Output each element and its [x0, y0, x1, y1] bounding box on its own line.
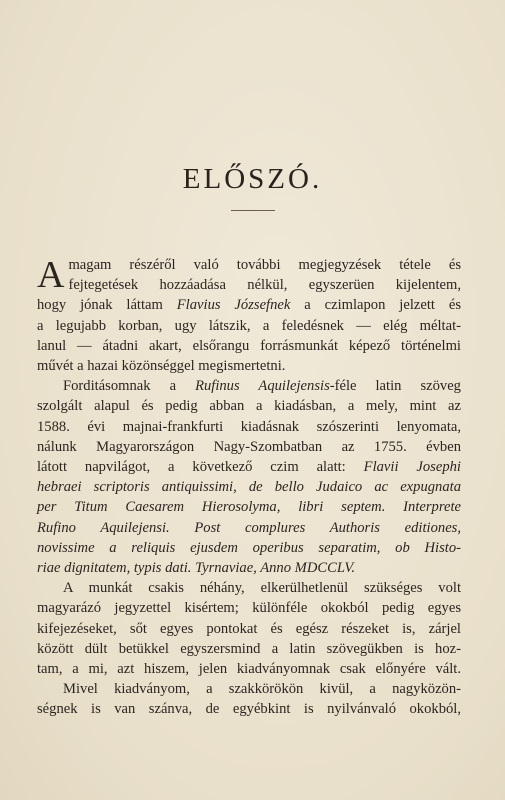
text-line: ségnek is van szánva, de egyébkint is nyilvánvaló okokból, [37, 701, 461, 718]
text-line: hebraei scriptoris antiquissimi, de bello Judaico ac expugnata [37, 479, 461, 496]
text-line: hogy jónak láttam Flavius Józsefnek a czimlapon jelzett és [37, 297, 461, 314]
text-line: Mivel kiadványom, a szakkörökön kivül, a nagyközön- [63, 681, 461, 698]
text-line: riae dignitatem, typis dati. Tyrnaviae, Anno MDCCLV. [37, 560, 356, 577]
paragraph-4-lines [37, 679, 461, 719]
text-line: tam, a mi, azt hiszem, jelen kiadványomnak csak előnyére vált. [37, 661, 461, 678]
preface-text [37, 255, 461, 720]
text-line: között dült betükkel egyszersmind a latin szövegükben is hoz- [37, 640, 461, 657]
drop-cap: A [37, 254, 65, 296]
text-line: nálunk Magyarországon Nagy-Szombatban az 1755. évben [37, 438, 461, 455]
paragraph-4 [37, 679, 461, 719]
paragraph-2-lines [37, 376, 461, 578]
page-title: ELŐSZÓ. [182, 163, 323, 195]
text-line: lanul — átadni akart, elsőrangu forrásmunkát képező történelmi [37, 337, 461, 354]
paragraph-1-lines [37, 255, 461, 376]
paragraph-2 [37, 376, 461, 578]
title-rule [231, 210, 275, 211]
paragraph-1 [37, 255, 461, 376]
text-line: a legujabb korban, ugy látszik, a feledésnek — elég méltat- [37, 317, 461, 334]
text-line: Rufino Aquilejensi. Post complures Authoris editiones, [37, 519, 461, 536]
text-line: szolgált alapul és pedig abban a kiadásban, a mely, mint az [37, 398, 461, 415]
text-line: magam részéről való további megjegyzések tétele és [68, 257, 461, 273]
text-line: A munkát csakis néhány, elkerülhetlenül szükséges volt [63, 580, 461, 597]
text-line: novissime a reliquis ejusdem operibus separatim, ob Histo- [37, 539, 461, 556]
text-line: per Titum Caesarem Hierosolyma, libri septem. Interprete [37, 499, 461, 516]
text-line: magyarázó jegyzettel kisértem; különféle okokból pedig egyes [37, 600, 461, 617]
text-line: Forditásomnak a Rufinus Aquilejensis-féle latin szöveg [63, 378, 461, 395]
text-line: kifejezéseket, sőt egyes pontokat és egész részeket is, zárjel [37, 620, 461, 637]
paragraph-3 [37, 578, 461, 679]
text-line: 1588. évi majnai-frankfurti kiadásnak szószerinti lenyomata, [37, 418, 461, 435]
text-line: látott napvilágot, a következő czim alatt: Flavii Josephi [37, 459, 461, 476]
text-line: művét a hazai közönséggel megismertetni. [37, 358, 286, 375]
text-line: fejtegetések hozzáadása nélkül, egyszerüen kijelentem, [68, 277, 461, 294]
paragraph-3-lines [37, 578, 461, 679]
